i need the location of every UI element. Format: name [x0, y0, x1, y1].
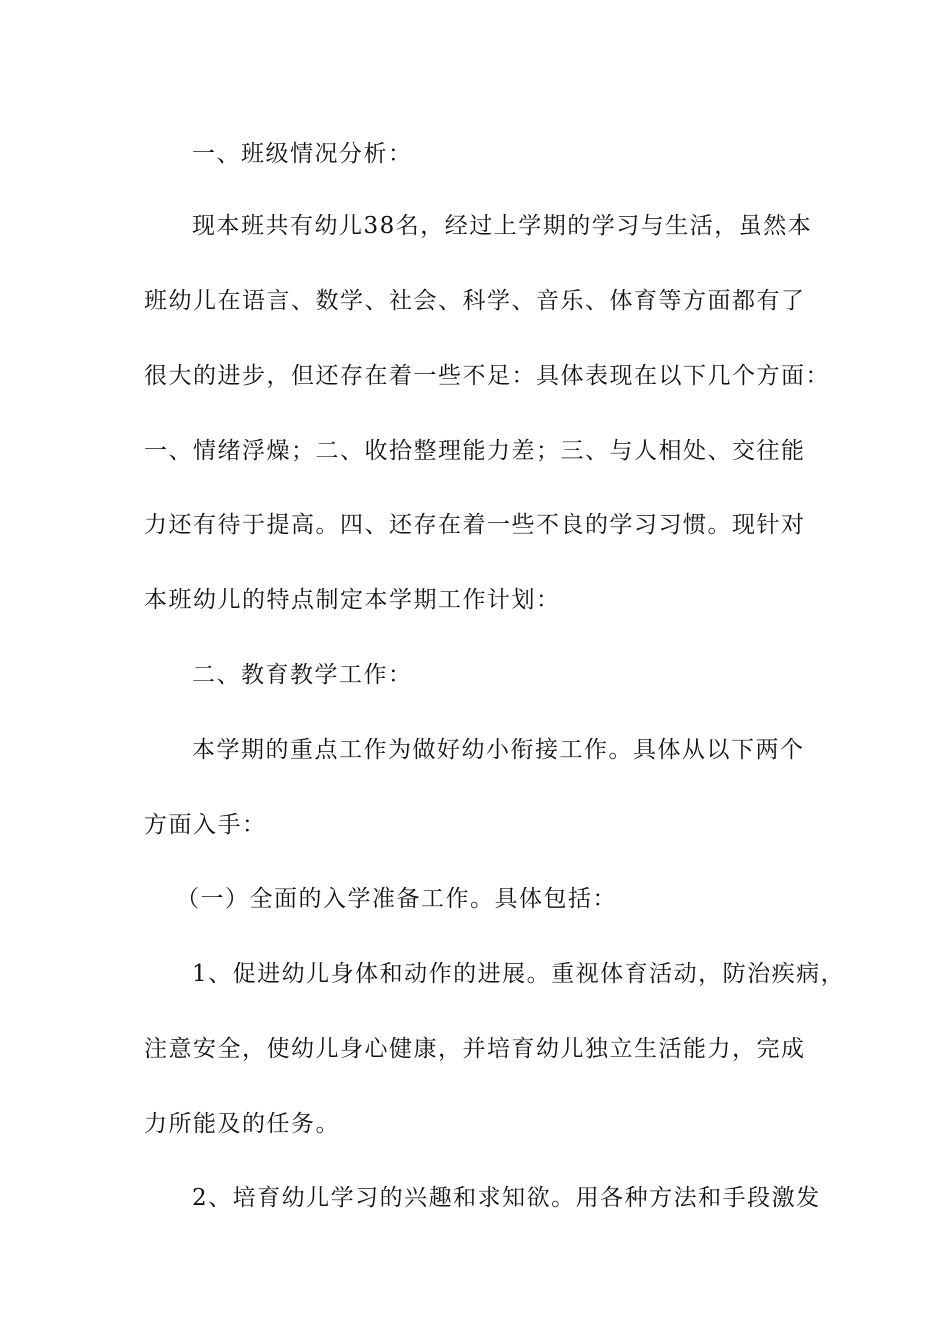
paragraph-line: 本班幼儿的特点制定本学期工作计划： — [144, 587, 561, 613]
paragraph-line: 力所能及的任务。 — [144, 1111, 340, 1137]
paragraph-line: 班幼儿在语言、数学、社会、科学、音乐、体育等方面都有了 — [144, 288, 806, 314]
paragraph-line: 很大的进步，但还存在着一些不足：具体表现在以下几个方面： — [144, 363, 830, 389]
paragraph-line: 1、促进幼儿身体和动作的进展。重视体育活动，防治疾病， — [192, 961, 846, 987]
paragraph-line: 注意安全，使幼儿身心健康，并培育幼儿独立生活能力，完成 — [144, 1036, 806, 1062]
paragraph-line: 方面入手： — [144, 812, 267, 838]
paragraph-line: 本学期的重点工作为做好幼小衔接工作。具体从以下两个 — [192, 737, 805, 763]
paragraph-line: 一、情绪浮燥；二、收拾整理能力差；三、与人相处、交往能 — [144, 438, 806, 464]
section-heading-teaching-work: 二、教育教学工作： — [192, 662, 413, 688]
paragraph-line: 力还有待于提高。四、还存在着一些不良的学习习惯。现针对 — [144, 512, 806, 538]
subsection-heading: （一）全面的入学准备工作。具体包括： — [176, 886, 617, 912]
paragraph-line: 2、培育幼儿学习的兴趣和求知欲。用各种方法和手段激发 — [192, 1185, 821, 1211]
section-heading-class-analysis: 一、班级情况分析： — [192, 141, 413, 167]
paragraph-line: 现本班共有幼儿38名，经过上学期的学习与生活，虽然本 — [192, 213, 813, 239]
